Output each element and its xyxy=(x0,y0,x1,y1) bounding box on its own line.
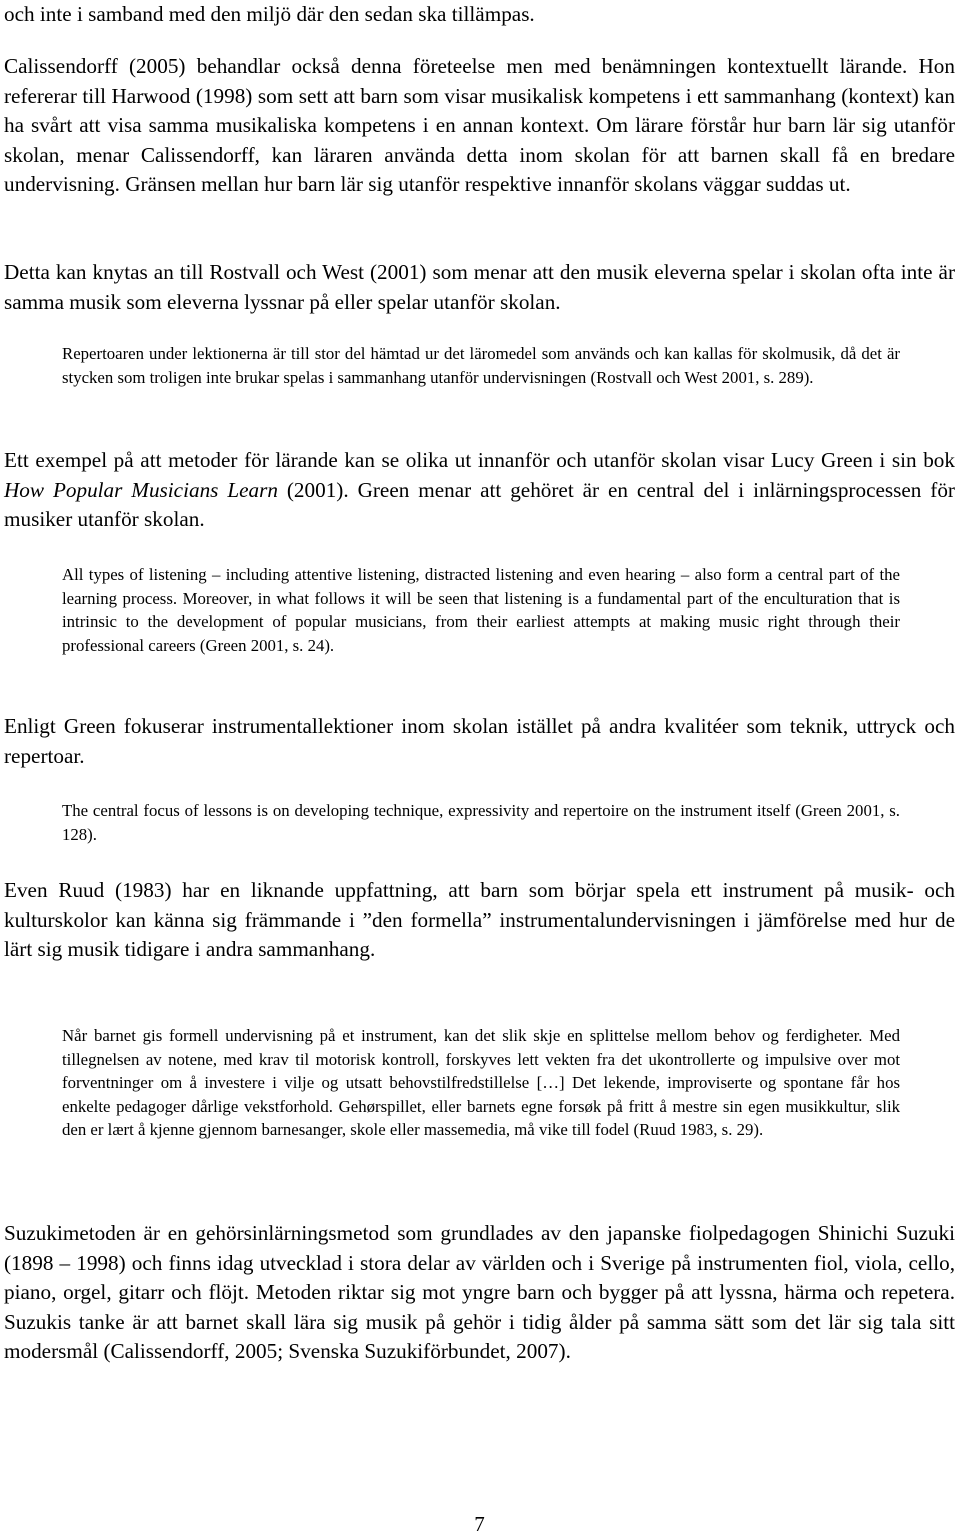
paragraph-green-focus: Enligt Green fokuserar instrumentallektioner inom skolan istället på andra kvalitéer som teknik, uttryck och repertoar. xyxy=(4,714,955,768)
block-quote-green-focus: The central focus of lessons is on developing technique, expressivity and repertoire on the instrument itself (Green 2001, s. 128). xyxy=(62,801,900,844)
paragraph-intro-continuation: och inte i samband med den miljö där den sedan ska tillämpas. xyxy=(4,2,535,26)
paragraph-green xyxy=(4,446,955,535)
paragraph-green-part2: (2001). Green menar att gehöret är en central del i inlärningsprocessen för musiker utanför skolan. xyxy=(4,477,955,531)
block-quote-rostvall-west: Repertoaren under lektionerna är till stor del hämtad ur det läromedel som används och kan kallas för skolmusik, då det är stycken som troligen inte brukar spelas i sammanhang utanför undervisningen (Rostvall och West 2001, s. 289). xyxy=(62,344,900,387)
paragraph-calissendorff: Calissendorff (2005) behandlar också denna företeelse men med benämningen kontextuellt lärande. Hon refererar till Harwood (1998) som sett att barn som visar musikalisk kompetens i ett sammanhang (kontext) kan ha svårt att visa samma musikaliska kompetens i en annan kontext. Om lärare förstår hur barn lär sig utanför skolan, menar Calissendorff, kan läraren använda detta inom skolan för att barnen skall få en bredare undervisning. Gränsen mellan hur barn lär sig utanför respektive innanför skolans väggar suddas ut. xyxy=(4,54,955,196)
paragraph-suzuki: Suzukimetoden är en gehörsinlärningsmetod som grundlades av den japanske fiolpedagogen Shinichi Suzuki (1898 – 1998) och finns idag utvecklad i stora delar av världen och i Sverige på instrumenten fiol, viola, cello, piano, orgel, gitarr och flöjt. Metoden riktar sig mot yngre barn och bygger på att lyssna, härma och repetera. Suzukis tanke är att barnet skall lära sig musik på gehör i tidig ålder på samma sätt som det lär sig tala sitt modersmål (Calissendorff, 2005; Svenska Suzukiförbundet, 2007). xyxy=(4,1221,955,1363)
paragraph-green-part1: Ett exempel på att metoder för lärande kan se olika ut innanför och utanför skolan visar Lucy Green i sin bok xyxy=(4,448,955,472)
page-number: 7 xyxy=(474,1512,485,1536)
paragraph-ruud: Even Ruud (1983) har en liknande uppfattning, att barn som börjar spela ett instrument på musik- och kulturskolor kan känna sig främmande i ”den formella” instrumentalundervisningen i jämförelse med hur de lärt sig musik tidigare i andra sammanhang. xyxy=(4,878,955,961)
block-quote-ruud: Når barnet gis formell undervisning på et instrument, kan det slik skje en splittelse mellom behov og ferdigheter. Med tillegnelsen av notene, med krav til motorisk kontroll, forskyves lett vekten fra det ukontrollerte og impulsive over mot forventninger om å investere i vilje og utsatt behovstilfredstillelse […] Det lekende, improviserte og spontane får hos enkelte pedagoger dårlige vekstforhold. Gehørspillet, eller barnets egne forsøk på fritt å mestre sin egen musikkultur, slik den er lært å kjenne gjennom barnesanger, skole eller massemedia, må vike till fodel (Ruud 1983, s. 29). xyxy=(62,1026,900,1139)
book-title: How Popular Musicians Learn xyxy=(4,477,278,502)
paragraph-rostvall-west: Detta kan knytas an till Rostvall och West (2001) som menar att den musik eleverna spelar i skolan ofta inte är samma musik som eleverna lyssnar på eller spelar utanför skolan. xyxy=(4,260,955,314)
block-quote-green-listening: All types of listening – including attentive listening, distracted listening and even hearing – also form a central part of the learning process. Moreover, in what follows it will be seen that listening is a fundamental part of the enculturation that is intrinsic to the development of popular musicians, from their earliest attempts at making music right through their professional careers (Green 2001, s. 24). xyxy=(62,565,900,655)
